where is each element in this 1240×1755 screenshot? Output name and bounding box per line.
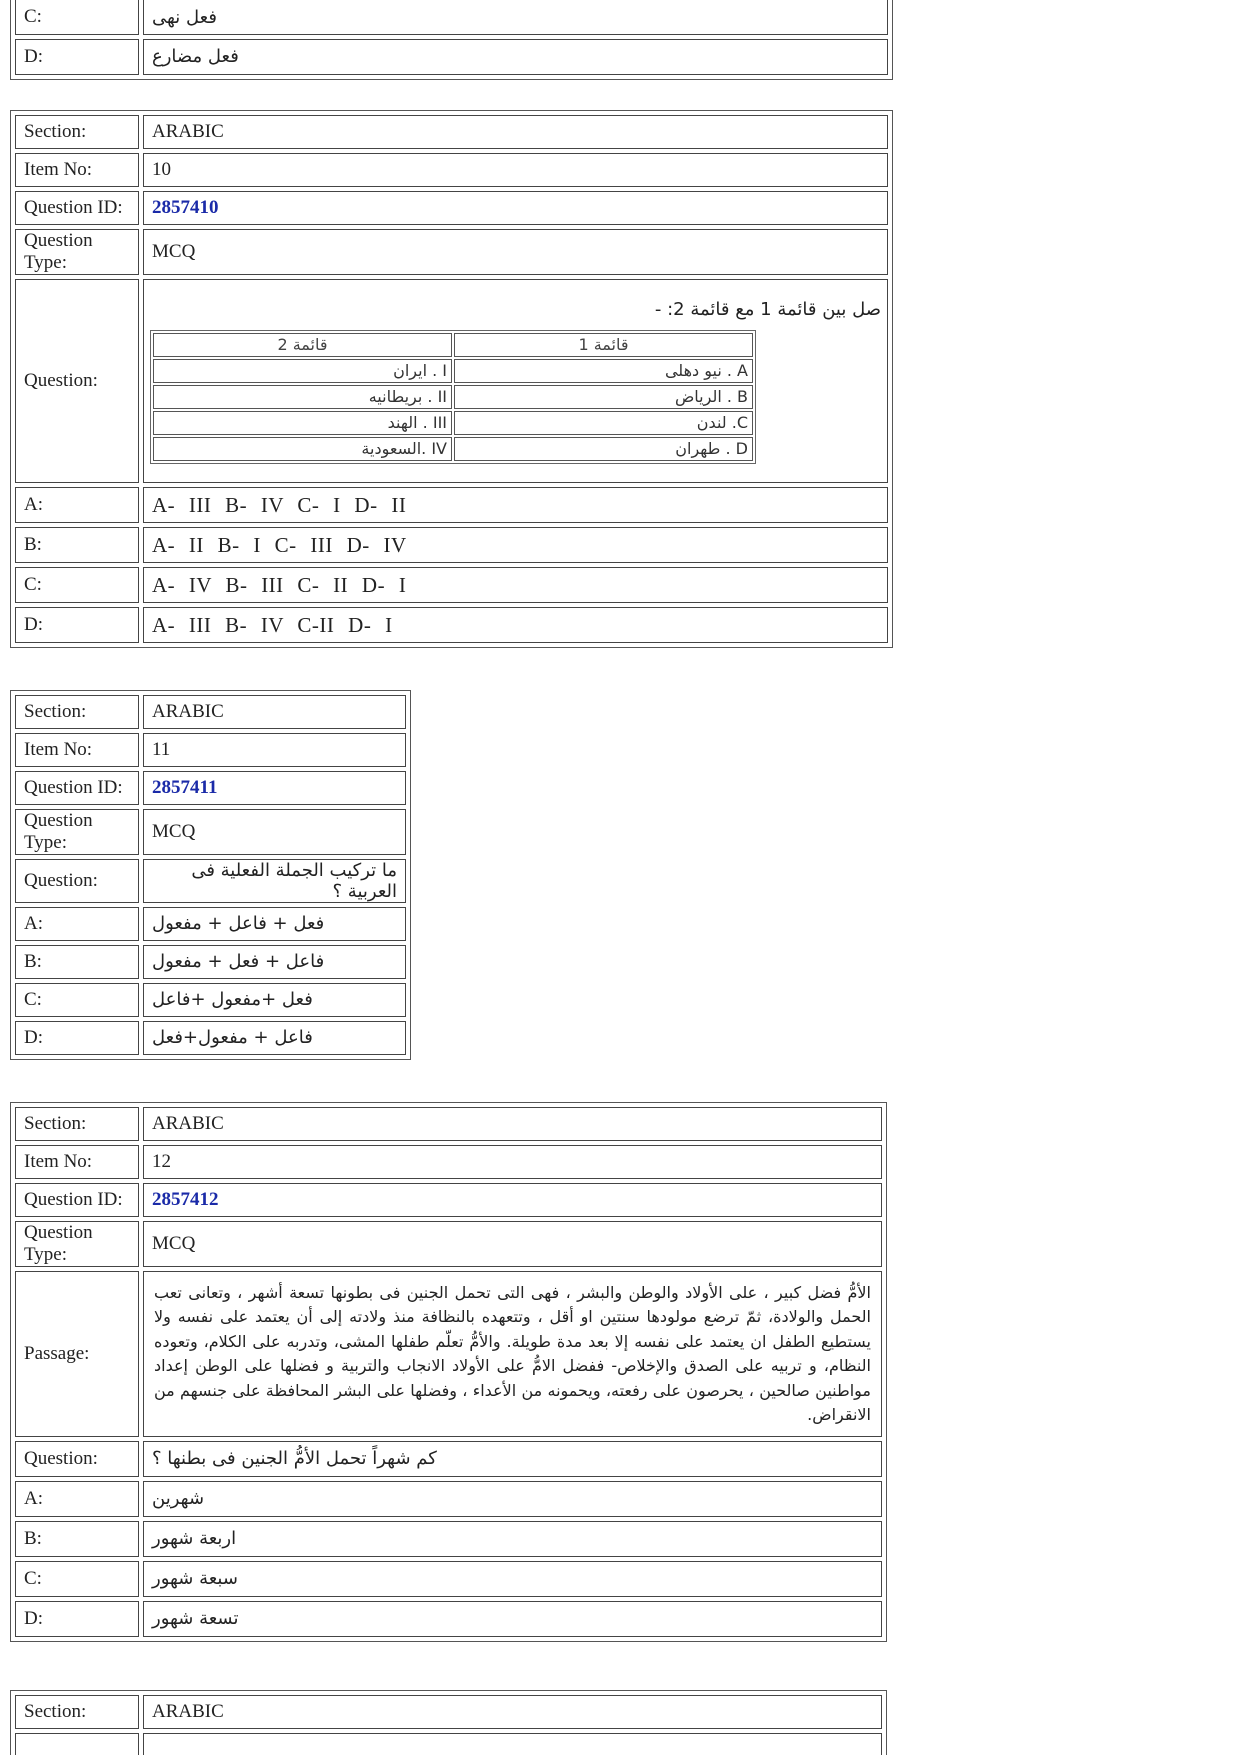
- option-a-value: A- III B- IV C- I D- II: [143, 487, 888, 523]
- section-label: Section:: [15, 115, 139, 149]
- question-label: Question:: [15, 1441, 139, 1477]
- item-no-value: [143, 1733, 882, 1755]
- question-text: ما تركيب الجملة الفعلية فى العربية ؟: [143, 859, 406, 903]
- option-b-value: فاعل + فعل + مفعول: [143, 945, 406, 979]
- question-id-label: Question ID:: [15, 1183, 139, 1217]
- option-c-value: سبعة شهور: [143, 1561, 882, 1597]
- question-text: كم شهراً تحمل الأمُّ الجنين فى بطنها ؟: [152, 1448, 437, 1469]
- option-c-label: C:: [15, 1561, 139, 1597]
- question-type-value: MCQ: [143, 1221, 882, 1267]
- option-d-value: A- III B- IV C-II D- I: [143, 607, 888, 643]
- option-a-label: A:: [15, 1481, 139, 1517]
- option-c-value: A- IV B- III C- II D- I: [143, 567, 888, 603]
- option-d-label: D:: [15, 1601, 139, 1637]
- question-10-table: [10, 110, 893, 648]
- option-c-label: C:: [15, 567, 139, 603]
- option-value: فعل نهى: [143, 0, 888, 35]
- option-a-label: A:: [15, 907, 139, 941]
- list-2-item: I . ايران: [153, 359, 452, 383]
- question-13-table: [10, 1690, 887, 1755]
- list-2-item: IV .السعودية: [153, 437, 452, 461]
- question-id-label: Question ID:: [15, 771, 139, 805]
- option-value: فعل مضارع: [143, 39, 888, 75]
- list-2-item: III . الهند: [153, 411, 452, 435]
- question-id-value: 2857410: [143, 191, 888, 225]
- option-b-label: B:: [15, 527, 139, 563]
- passage-label: Passage:: [15, 1271, 139, 1437]
- question-id-value: 2857411: [143, 771, 406, 805]
- section-value: ARABIC: [143, 115, 888, 149]
- question-cell: [143, 1441, 882, 1477]
- question-11-table: [10, 690, 411, 1060]
- question-type-label: Question Type:: [15, 229, 139, 275]
- list-1-item: B . الرياض: [454, 385, 753, 409]
- list-1-item: A . نيو دهلى: [454, 359, 753, 383]
- option-a-label: A:: [15, 487, 139, 523]
- question-text: صل بين قائمة 1 مع قائمة 2: -: [654, 298, 881, 320]
- option-c-label: C:: [15, 983, 139, 1017]
- section-label: Section:: [15, 1107, 139, 1141]
- prev-question-table: [10, 0, 893, 80]
- option-a-value: شهرين: [143, 1481, 882, 1517]
- question-12-table: [10, 1102, 887, 1642]
- option-a-value: فعل + فاعل + مفعول: [143, 907, 406, 941]
- question-label: Question:: [15, 859, 139, 903]
- passage-cell: [143, 1271, 882, 1437]
- question-type-label: Question Type:: [15, 1221, 139, 1267]
- option-b-value: A- II B- I C- III D- IV: [143, 527, 888, 563]
- option-b-value: اربعة شهور: [143, 1521, 882, 1557]
- item-no-label: [15, 1733, 139, 1755]
- item-no-value: 11: [143, 733, 406, 767]
- question-type-label: Question Type:: [15, 809, 139, 855]
- item-no-label: Item No:: [15, 153, 139, 187]
- list-1-item: C. لندن: [454, 411, 753, 435]
- section-label: Section:: [15, 1695, 139, 1729]
- passage-text: الأمُّ فضل كبير ، على الأولاد والوطن والبشر ، فهى التى تحمل الجنين فى بطونها تسعة أشهر ، وتعانى تعب الحمل والولادة، ثمّ ترضع مولودها سنتين او أقل ، وتتعهده بالنظافة منذ ولادته إلى أن يعتمد على نفسه ولا يستطيع الطفل ان يعتمد على نفسه إلا بعد مدة طويلة. والأمُّ تعلّم طفلها المشى، وتدربه على الكلام، وتعوده النظام، و تربيه على الصدق والإخلاص- ففضل الامُّ على الأولاد الانجاب والتربية و فضلها على الوطن إعداد مواطنين صالحين ، يحرصون على رفعته، ويحمونه من الأعداء ، وفضلها على البشر المحافظة على جنسهم من الانقراض.: [154, 1282, 871, 1424]
- question-13-clip: [0, 1690, 1240, 1755]
- option-c-value: فعل +مفعول +فاعل: [143, 983, 406, 1017]
- question-type-value: MCQ: [143, 809, 406, 855]
- item-no-label: Item No:: [15, 733, 139, 767]
- list-2-item: II . بريطانيه: [153, 385, 452, 409]
- option-d-label: D:: [15, 607, 139, 643]
- list-2-header: قائمة 2: [153, 333, 452, 357]
- section-value: ARABIC: [143, 1695, 882, 1729]
- option-label: C:: [15, 0, 139, 35]
- question-id-label: Question ID:: [15, 191, 139, 225]
- question-type-value: MCQ: [143, 229, 888, 275]
- section-label: Section:: [15, 695, 139, 729]
- question-label: Question:: [15, 279, 139, 483]
- item-no-label: Item No:: [15, 1145, 139, 1179]
- question-id-value: 2857412: [143, 1183, 882, 1217]
- option-b-label: B:: [15, 945, 139, 979]
- option-b-label: B:: [15, 1521, 139, 1557]
- option-d-value: فاعل + مفعول+فعل: [143, 1021, 406, 1055]
- item-no-value: 10: [143, 153, 888, 187]
- option-label: D:: [15, 39, 139, 75]
- option-d-label: D:: [15, 1021, 139, 1055]
- matching-table: [150, 330, 756, 464]
- list-1-item: D . طهران: [454, 437, 753, 461]
- list-1-header: قائمة 1: [454, 333, 753, 357]
- question-body: [143, 279, 888, 483]
- option-d-value: تسعة شهور: [143, 1601, 882, 1637]
- section-value: ARABIC: [143, 1107, 882, 1141]
- section-value: ARABIC: [143, 695, 406, 729]
- item-no-value: 12: [143, 1145, 882, 1179]
